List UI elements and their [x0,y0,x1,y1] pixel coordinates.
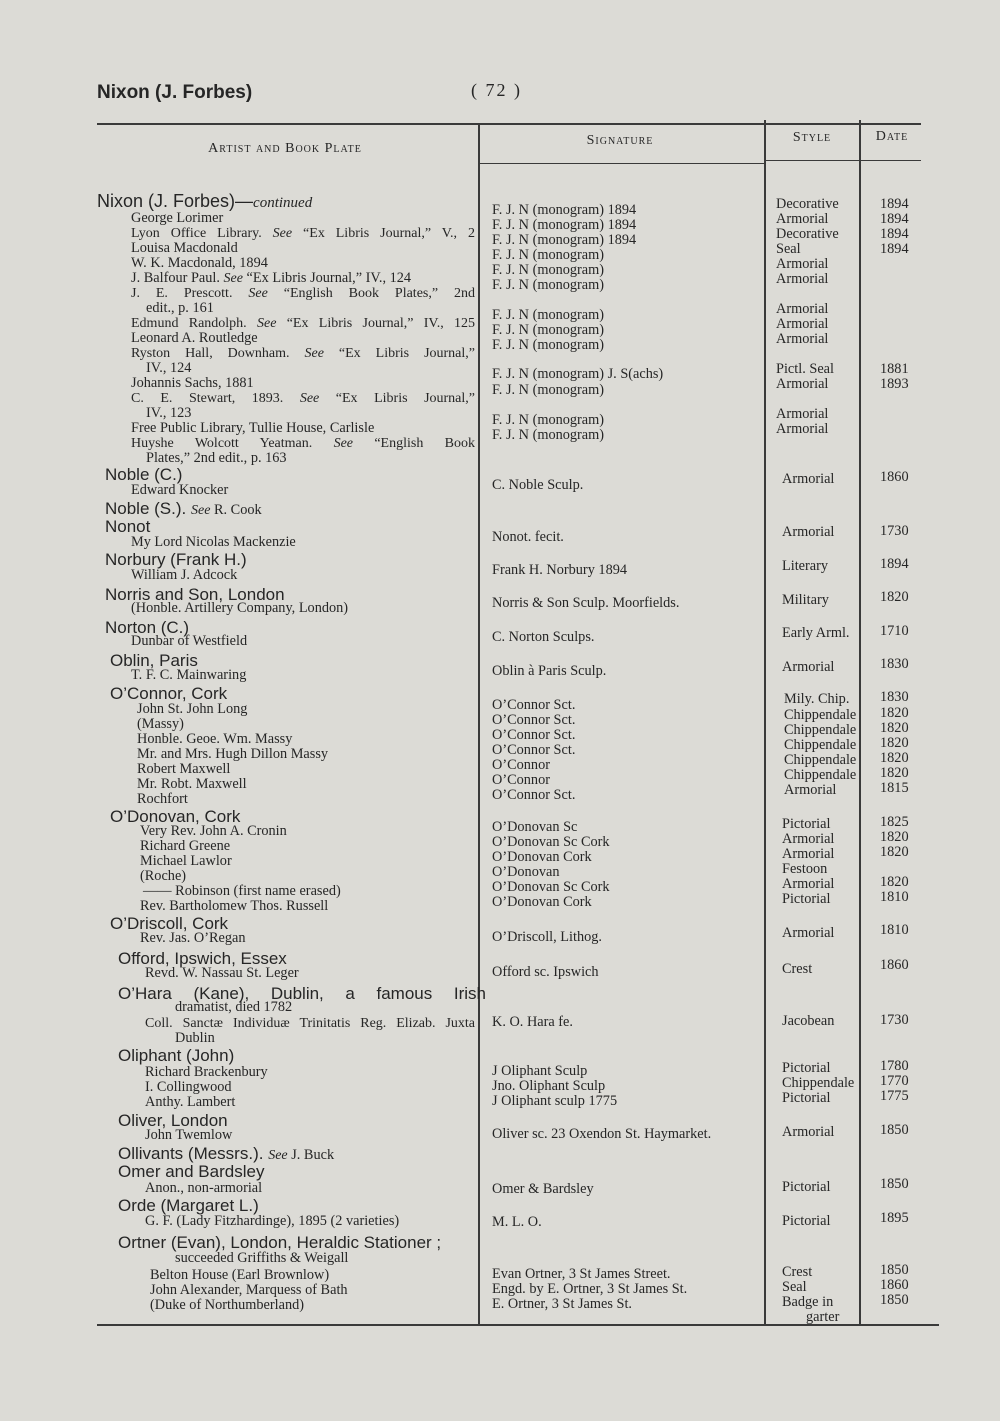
date-cell: 1780 [880,1058,909,1074]
book-plate-owner: Anthy. Lambert [145,1094,236,1110]
book-plate-owner: J. E. Prescott. See “English Book Plates,” 2nd [131,286,475,301]
style-cell: Armorial [776,406,829,422]
artist-heading: Offord, Ipswich, Essex [118,949,287,968]
style-cell: Pictorial [782,1179,831,1195]
style-cell: Pictorial [782,1213,831,1229]
style-cell: garter [806,1309,840,1325]
date-cell: 1850 [880,1292,909,1308]
book-plate-owner: Rev. Bartholomew Thos. Russell [140,898,329,914]
signature-cell: K. O. Hara fe. [492,1014,573,1030]
signature-cell: O’Donovan Sc Cork [492,834,610,850]
book-plate-owner: I. Collingwood [145,1079,232,1095]
book-plate-owner: Dunbar of Westfield [131,633,248,649]
book-plate-owner: John St. John Long [137,701,248,717]
style-cell: Badge in [782,1294,834,1310]
artist-heading: Norris and Son, London [105,585,285,604]
style-cell: Armorial [782,846,835,862]
signature-cell: Offord sc. Ipswich [492,964,599,980]
style-cell: Chippendale [784,767,857,783]
style-cell: Chippendale [782,1075,855,1091]
signature-cell: O’Donovan Sc Cork [492,879,610,895]
style-cell: Armorial [784,782,837,798]
running-head-title: Nixon (J. Forbes) [97,82,253,103]
signature-cell: O’Connor [492,772,550,788]
date-cell: 1881 [880,361,909,377]
signature-cell: J Oliphant sculp 1775 [492,1093,618,1109]
book-plate-owner: John Alexander, Marquess of Bath [150,1282,348,1298]
book-plate-owner: —— Robinson (first name erased) [143,883,341,899]
book-plate-owner: Richard Brackenbury [145,1064,268,1080]
signature-cell: F. J. N (monogram) 1894 [492,232,637,248]
book-plate-owner: Rochfort [137,791,188,807]
book-plate-owner: John Twemlow [145,1127,233,1143]
artist-heading: Orde (Margaret L.) [118,1196,259,1215]
date-cell: 1830 [880,656,909,672]
book-plate-owner: Dublin [175,1030,215,1046]
book-plate-owner: succeeded Griffiths & Weigall [175,1250,349,1266]
signature-cell: Frank H. Norbury 1894 [492,562,628,578]
signature-cell: O’Connor Sct. [492,697,576,713]
signature-cell: Nonot. fecit. [492,529,564,545]
date-cell: 1820 [880,705,909,721]
date-cell: 1775 [880,1088,909,1104]
book-plate-owner: Honble. Geoe. Wm. Massy [137,731,293,747]
artist-heading: Noble (S.). See R. Cook [105,499,262,518]
date-cell: 1820 [880,874,909,890]
date-cell: 1860 [880,469,909,485]
signature-cell: F. J. N (monogram) [492,412,605,428]
style-cell: Armorial [776,316,829,332]
artist-heading: Ollivants (Messrs.). See J. Buck [118,1144,335,1163]
signature-cell: F. J. N (monogram) [492,337,605,353]
date-cell: 1894 [880,211,909,227]
style-cell: Literary [782,558,829,574]
artist-heading: O’Donovan, Cork [110,807,241,826]
book-plate-owner: Huyshe Wolcott Yeatman. See “English Book [131,436,475,451]
signature-cell: F. J. N (monogram) [492,382,605,398]
signature-cell: O’Donovan [492,864,560,880]
signature-cell: Oblin à Paris Sculp. [492,663,607,679]
book-plate-owner: My Lord Nicolas Mackenzie [131,534,296,550]
date-cell: 1810 [880,889,909,905]
style-cell: Crest [782,961,813,977]
book-plate-owner: IV., 124 [146,360,192,376]
date-cell: 1850 [880,1262,909,1278]
book-plate-owner: Belton House (Earl Brownlow) [150,1267,330,1283]
date-cell: 1893 [880,376,909,392]
book-plate-owner: (Roche) [140,868,187,884]
signature-cell: Norris & Son Sculp. Moorfields. [492,595,680,611]
style-cell: Jacobean [782,1013,835,1029]
artist-heading: Oliver, London [118,1111,228,1130]
style-cell: Armorial [776,421,829,437]
date-cell: 1820 [880,589,909,605]
date-cell: 1815 [880,780,909,796]
signature-cell: F. J. N (monogram) [492,262,605,278]
style-cell: Mily. Chip. [784,691,850,707]
signature-cell: O’Driscoll, Lithog. [492,929,602,945]
book-plate-owner: Very Rev. John A. Cronin [140,823,287,839]
style-cell: Armorial [782,831,835,847]
style-cell: Armorial [782,471,835,487]
date-cell: 1894 [880,196,909,212]
book-plate-owner: J. Balfour Paul. See “Ex Libris Journal,” IV., 124 [131,270,412,286]
style-cell: Pictorial [782,816,831,832]
style-cell: Pictl. Seal [776,361,834,377]
artist-heading: O’Hara (Kane), Dublin, a famous Irish [118,984,486,1003]
signature-cell: E. Ortner, 3 St James St. [492,1296,633,1312]
signature-cell: M. L. O. [492,1214,542,1230]
artist-heading: Norton (C.) [105,618,190,637]
date-cell: 1820 [880,750,909,766]
book-plate-owner: Michael Lawlor [140,853,232,869]
date-cell: 1730 [880,1012,909,1028]
style-cell: Armorial [776,271,829,287]
date-cell: 1860 [880,1277,909,1293]
date-cell: 1820 [880,765,909,781]
signature-cell: F. J. N (monogram) [492,277,605,293]
date-cell: 1894 [880,226,909,242]
page-number: ( 72 ) [471,80,522,100]
signature-cell: O’Connor [492,757,550,773]
book-plate-owner: Edmund Randolph. See “Ex Libris Journal,” IV., 125 [131,316,475,331]
date-cell: 1820 [880,720,909,736]
signature-cell: O’Connor Sct. [492,712,576,728]
book-plate-owner: Revd. W. Nassau St. Leger [145,965,299,981]
style-cell: Festoon [782,861,828,877]
book-plate-owner: Coll. Sanctæ Individuæ Trinitatis Reg. Elizab. Juxta [145,1016,475,1031]
book-plate-owner: dramatist, died 1782 [175,999,293,1015]
column-header-signature: Signature [586,133,654,148]
book-plate-owner: Louisa Macdonald [131,240,238,256]
book-plate-owner: Edward Knocker [131,482,229,498]
signature-cell: O’Donovan Cork [492,849,592,865]
style-cell: Armorial [776,331,829,347]
date-cell: 1770 [880,1073,909,1089]
artist-heading: Nonot [105,517,151,536]
style-cell: Decorative [776,196,839,212]
signature-cell: F. J. N (monogram) 1894 [492,217,637,233]
artist-heading: Omer and Bardsley [118,1162,265,1181]
date-cell: 1830 [880,689,909,705]
style-cell: Chippendale [784,722,857,738]
book-plate-owner: Leonard A. Routledge [131,330,258,346]
signature-cell: Jno. Oliphant Sculp [492,1078,606,1094]
book-plate-owner: Ryston Hall, Downham. See “Ex Libris Journal,” [131,346,475,361]
date-cell: 1894 [880,241,909,257]
signature-cell: F. J. N (monogram) [492,322,605,338]
signature-cell: Evan Ortner, 3 St James Street. [492,1266,671,1282]
book-plate-owner: Mr. and Mrs. Hugh Dillon Massy [137,746,329,762]
signature-cell: Oliver sc. 23 Oxendon St. Haymarket. [492,1126,712,1142]
date-cell: 1820 [880,844,909,860]
style-cell: Armorial [782,659,835,675]
book-plate-owner: (Duke of Northumberland) [150,1297,305,1313]
date-cell: 1810 [880,922,909,938]
style-cell: Pictorial [782,1060,831,1076]
signature-cell: F. J. N (monogram) [492,247,605,263]
style-cell: Armorial [776,256,829,272]
style-cell: Armorial [782,1124,835,1140]
style-cell: Armorial [782,876,835,892]
date-cell: 1825 [880,814,909,830]
style-cell: Crest [782,1264,813,1280]
style-cell: Armorial [776,301,829,317]
book-plate-owner: (Massy) [137,716,184,732]
book-plate-owner: Plates,” 2nd edit., p. 163 [146,450,287,466]
artist-heading: O’Connor, Cork [110,684,228,703]
book-plate-owner: George Lorimer [131,210,224,226]
column-header-style: Style [792,130,832,145]
artist-heading: O’Driscoll, Cork [110,914,229,933]
column-header-date: Date [875,129,909,144]
signature-cell: F. J. N (monogram) [492,307,605,323]
artist-heading: Norbury (Frank H.) [105,550,247,569]
signature-cell: F. J. N (monogram) [492,427,605,443]
style-cell: Seal [776,241,801,257]
book-plate-owner: T. F. C. Mainwaring [131,667,247,683]
book-plate-owner: Richard Greene [140,838,231,854]
book-plate-owner: edit., p. 161 [146,300,214,316]
signature-cell: O’Donovan Cork [492,894,592,910]
style-cell: Armorial [782,524,835,540]
artist-heading: Oliphant (John) [118,1046,235,1065]
artist-heading: Nixon (J. Forbes)—continued [97,191,313,211]
book-plate-owner: Rev. Jas. O’Regan [140,930,246,946]
book-plate-owner: Robert Maxwell [137,761,231,777]
signature-cell: O’Donovan Sc [492,819,578,835]
signature-cell: C. Norton Sculps. [492,629,595,645]
book-plate-owner: Anon., non-armorial [145,1180,263,1196]
book-plate-owner: Johannis Sachs, 1881 [131,375,254,391]
signature-cell: C. Noble Sculp. [492,477,584,493]
date-cell: 1730 [880,523,909,539]
book-plate-owner: William J. Adcock [131,567,238,583]
style-cell: Armorial [776,376,829,392]
signature-cell: J Oliphant Sculp [492,1063,588,1079]
date-cell: 1850 [880,1122,909,1138]
book-plate-owner: IV., 123 [146,405,192,421]
date-cell: 1820 [880,735,909,751]
book-plate-owner: C. E. Stewart, 1893. See “Ex Libris Journal,” [131,391,475,406]
book-plate-owner: G. F. (Lady Fitzhardinge), 1895 (2 varieties) [145,1213,400,1229]
style-cell: Chippendale [784,737,857,753]
date-cell: 1894 [880,556,909,572]
book-plate-owner: Mr. Robt. Maxwell [137,776,247,792]
signature-cell: Omer & Bardsley [492,1181,594,1197]
artist-heading: Oblin, Paris [110,651,198,670]
date-cell: 1710 [880,623,909,639]
date-cell: 1895 [880,1210,909,1226]
style-cell: Chippendale [784,707,857,723]
column-header-artist: Artist and Book Plate [208,141,362,156]
style-cell: Pictorial [782,891,831,907]
signature-cell: O’Connor Sct. [492,787,576,803]
artist-heading: Ortner (Evan), London, Heraldic Stationer ; [118,1233,442,1252]
signature-cell: O’Connor Sct. [492,742,576,758]
date-cell: 1820 [880,829,909,845]
book-plate-owner: (Honble. Artillery Company, London) [131,600,349,616]
artist-heading: Noble (C.) [105,465,183,484]
signature-cell: Engd. by E. Ortner, 3 St James St. [492,1281,688,1297]
signature-cell: O’Connor Sct. [492,727,576,743]
book-plate-owner: W. K. Macdonald, 1894 [131,255,268,271]
date-cell: 1850 [880,1176,909,1192]
style-cell: Armorial [776,211,829,227]
signature-cell: F. J. N (monogram) J. S(achs) [492,366,664,382]
style-cell: Military [782,592,829,608]
style-cell: Chippendale [784,752,857,768]
style-cell: Pictorial [782,1090,831,1106]
book-plate-owner: Free Public Library, Tullie House, Carlisle [131,420,375,436]
style-cell: Armorial [782,925,835,941]
style-cell: Seal [782,1279,807,1295]
signature-cell: F. J. N (monogram) 1894 [492,202,637,218]
book-plate-owner: Lyon Office Library. See “Ex Libris Journal,” V., 2 [131,226,475,241]
style-cell: Early Arml. [782,625,850,641]
style-cell: Decorative [776,226,839,242]
date-cell: 1860 [880,957,909,973]
